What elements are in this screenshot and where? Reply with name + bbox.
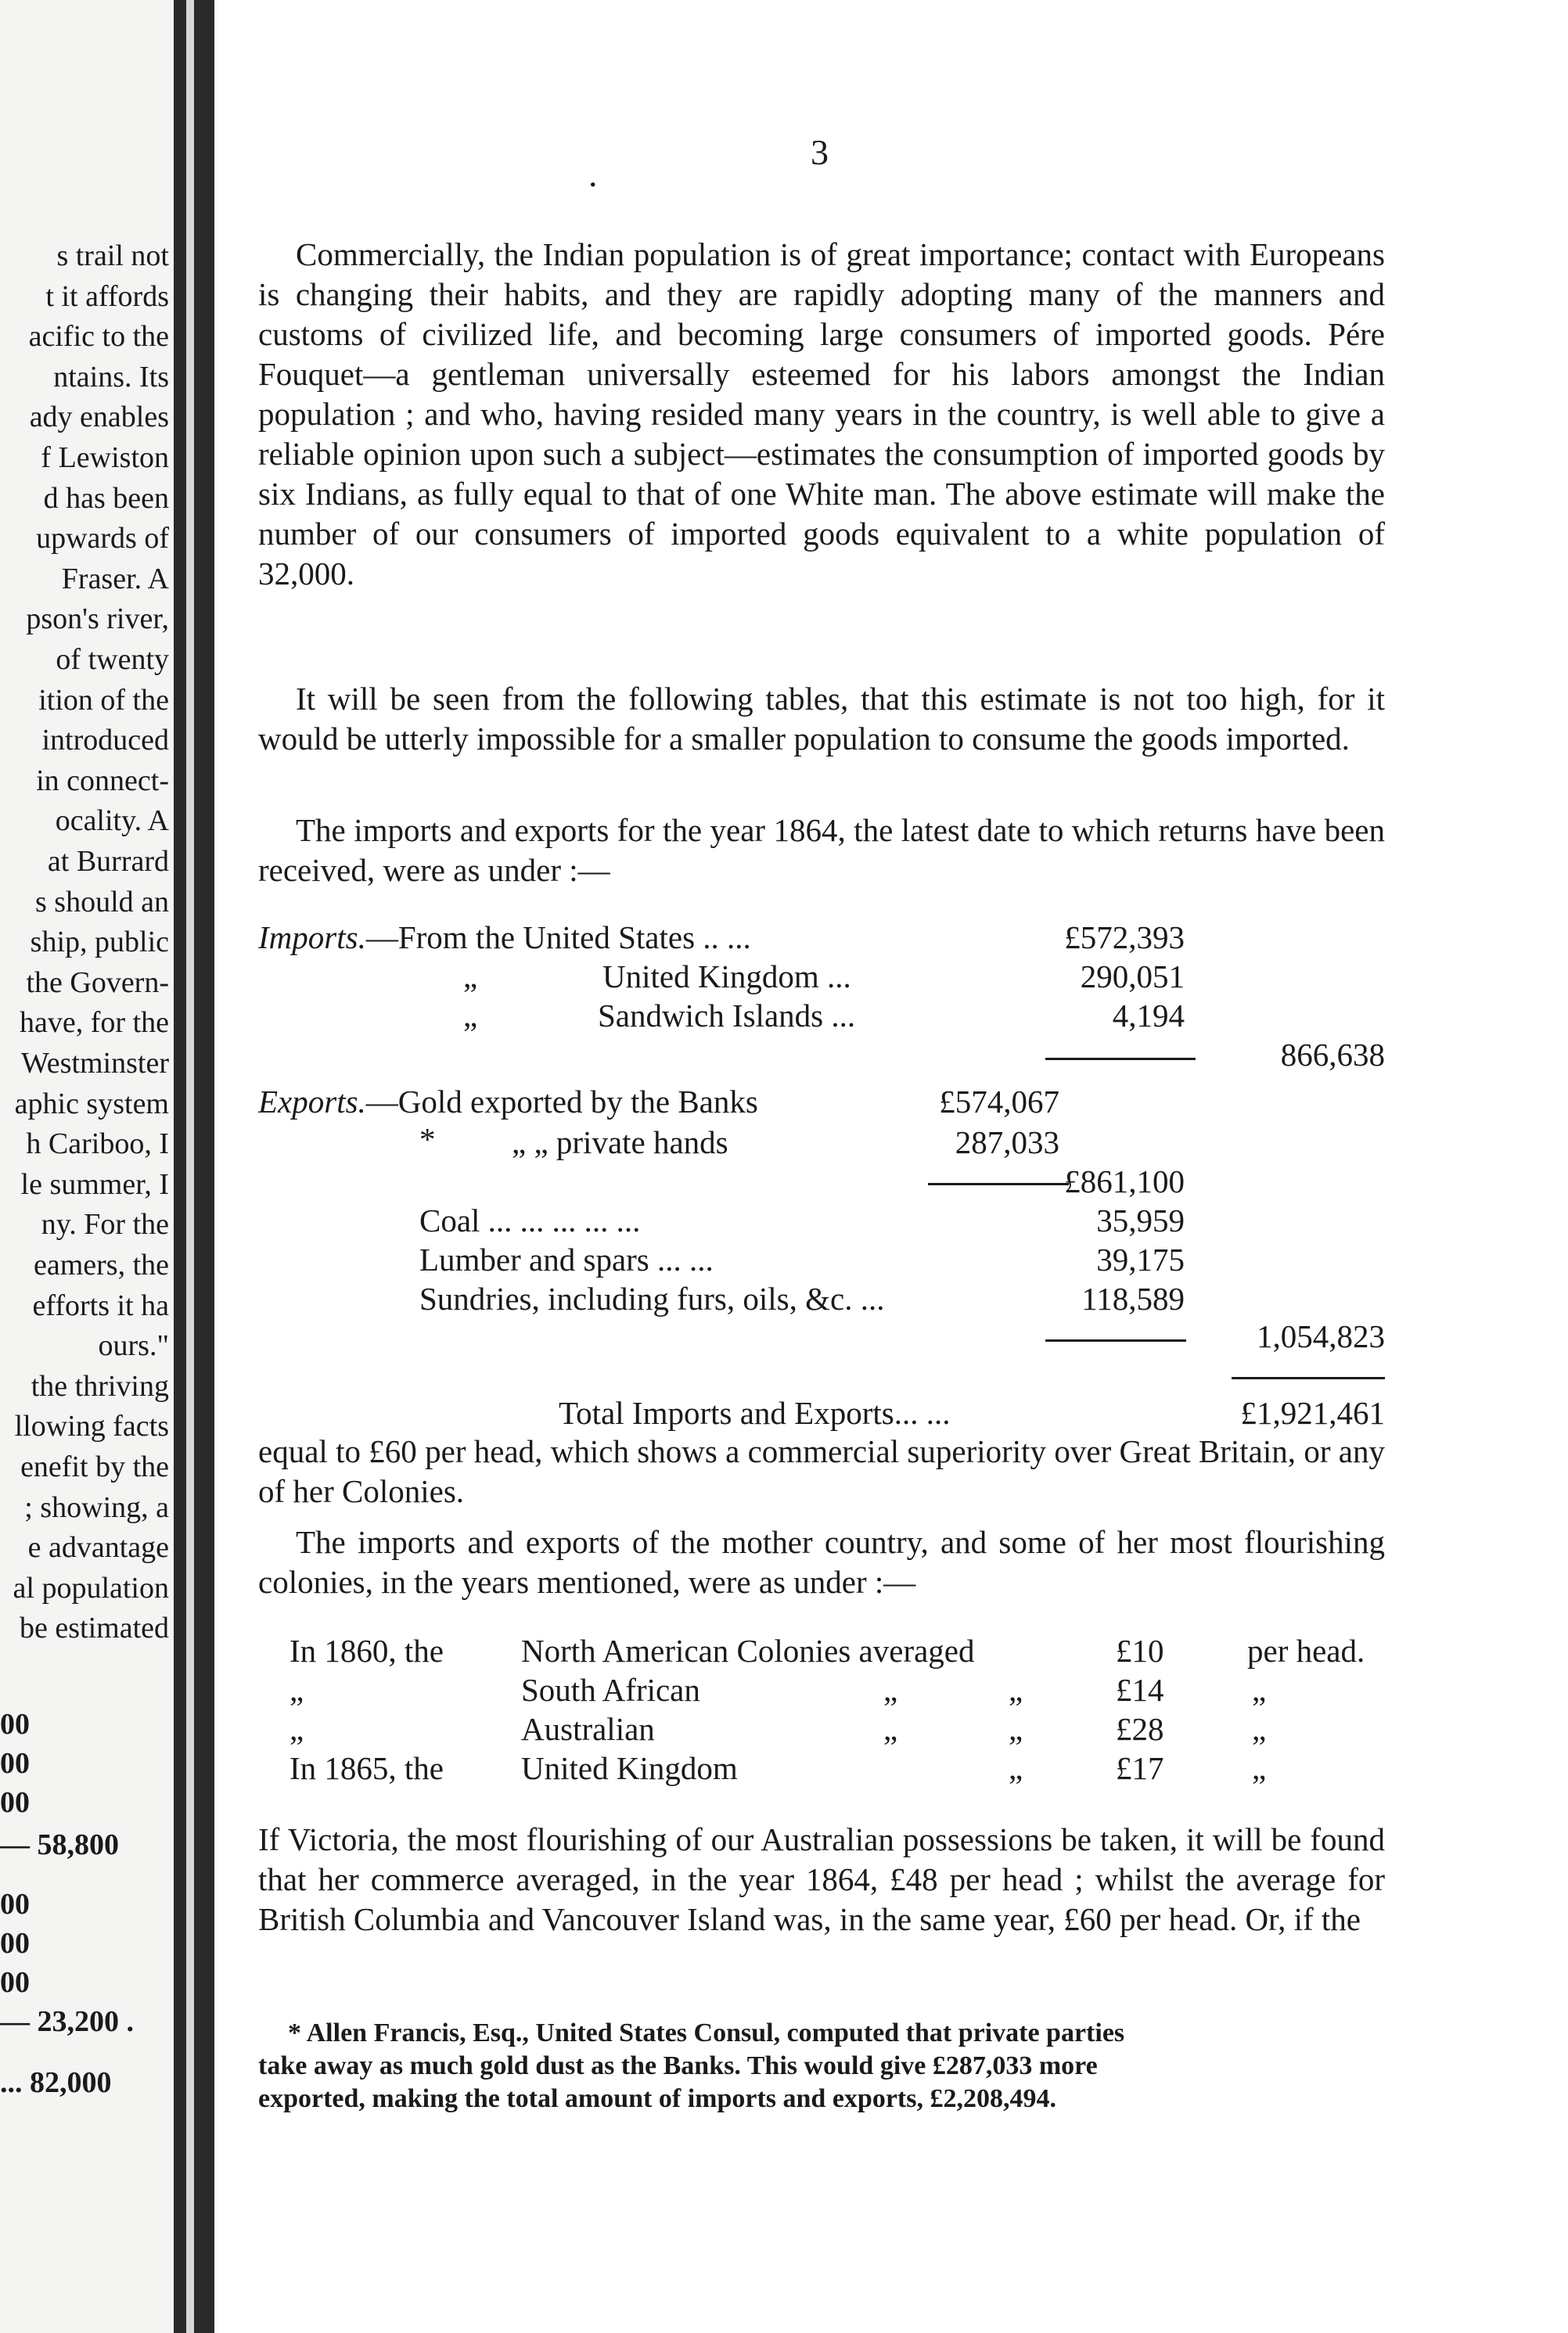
comparison-cell-b: United Kingdom — [521, 1750, 738, 1786]
adjacent-page-line: s should an — [35, 885, 169, 918]
exports-total: 1,054,823 — [1257, 1318, 1385, 1354]
paragraph-3 — [258, 811, 1385, 890]
paragraph-5 — [258, 1522, 1385, 1602]
footnote-line-2: take away as much gold dust as the Banks. This would give £287,033 more — [258, 2051, 1098, 2080]
paragraph-2 — [258, 679, 1385, 759]
imports-rule — [1045, 1058, 1196, 1060]
adjacent-page-number: 00 — [0, 1966, 30, 1999]
adjacent-page-line: aphic system — [14, 1087, 169, 1120]
paragraph-1-text: Commercially, the Indian population is of great importance; contact with Europeans is changing their habits, and they are rapidly adopting many of the manners and customs of civilized life, and becoming large consumers of imported goods. Pére Fouquet—a gentleman universally esteemed for his labors amongst the Indian population ; and who, having resided many years in the country, is well able to give a reliable opinion upon such a subject—estimates the consumption of imported goods by six Indians, as fully equal to that of one White man. The above estimate will make the number of our consumers of imported goods equivalent to a white population of 32,000. — [258, 236, 1385, 591]
adjacent-page-line: acific to the — [28, 320, 169, 354]
stray-dot: . — [588, 154, 598, 194]
adjacent-page-line: al population — [13, 1571, 169, 1605]
adjacent-page-line: at Burrard — [47, 845, 169, 878]
exports-sundries-desc: Sundries, including furs, oils, &c. ... — [419, 1281, 885, 1317]
adjacent-page-line: h Cariboo, I — [26, 1127, 169, 1161]
grand-total-label: Total Imports and Exports... ... — [559, 1395, 951, 1431]
spine-highlight — [186, 0, 194, 2333]
comparison-cell-a: „ — [290, 1672, 304, 1708]
exports-subtotal: £861,100 — [1064, 1163, 1185, 1199]
adjacent-page-line: ocality. A — [55, 804, 169, 838]
page-number: 3 — [811, 132, 829, 172]
comparison-cell-c: „ — [883, 1672, 898, 1708]
adjacent-page-fragment — [0, 0, 174, 2333]
adjacent-page-line: efforts it ha — [32, 1289, 169, 1322]
adjacent-page-line: le summer, I — [20, 1167, 169, 1201]
adjacent-page-line: of twenty — [56, 643, 169, 676]
adjacent-page-line: introduced — [41, 724, 169, 757]
adjacent-page-number: 00 — [0, 1708, 30, 1741]
adjacent-page-line: ady enables — [29, 401, 169, 434]
footnote-line-3: exported, making the total amount of imports and exports, £2,208,494. — [258, 2084, 1056, 2113]
adjacent-page-line: be estimated — [20, 1612, 169, 1645]
comparison-cell-c: „ — [883, 1711, 898, 1747]
adjacent-page-line: t it affords — [45, 279, 169, 313]
imports-row-2-desc: United Kingdom ... — [602, 958, 851, 994]
adjacent-page-line: ours." — [98, 1329, 169, 1363]
comparison-cell-e: £10 — [1116, 1633, 1164, 1669]
comparison-cell-d: „ — [1009, 1672, 1023, 1708]
adjacent-page-line: ship, public — [30, 926, 169, 959]
comparison-cell-b: Australian — [521, 1711, 655, 1747]
imports-label: Imports. — [258, 919, 366, 955]
comparison-cell-f: per head. — [1247, 1633, 1365, 1669]
paragraph-6: If Victoria, the most flourishing of our Australian possessions be taken, it will be found that her commerce averaged, in the year 1864, £48 per head ; whilst the average for British Columbia and Vancouver Island was, in the same year, £60 per head. Or, if the — [258, 1821, 1385, 1937]
exports-rule — [1045, 1339, 1186, 1342]
adjacent-page-line: d has been — [43, 481, 169, 515]
adjacent-page-number: — 58,800 — [0, 1828, 119, 1861]
adjacent-page-line: f Lewiston — [41, 441, 169, 474]
adjacent-page-line: pson's river, — [26, 602, 169, 636]
adjacent-page-line: Westminster — [20, 1047, 169, 1080]
footnote-marker: * — [419, 1121, 436, 1157]
ditto-mark: „ — [463, 998, 478, 1033]
adjacent-page-line: enefit by the — [20, 1450, 169, 1483]
paragraph-1 — [258, 235, 1385, 594]
page — [214, 0, 1568, 2333]
exports-coal-desc: Coal ... ... ... ... ... — [419, 1202, 641, 1238]
ditto-mark: „ — [463, 958, 478, 994]
grand-total-value: £1,921,461 — [1240, 1395, 1385, 1431]
footnote-line-1: * Allen Francis, Esq., United States Consul, computed that private parties — [288, 2018, 1125, 2047]
adjacent-page-number: 00 — [0, 1786, 30, 1819]
comparison-cell-e: £14 — [1116, 1672, 1164, 1708]
exports-label: Exports. — [258, 1084, 366, 1120]
comparison-cell-e: £17 — [1116, 1750, 1164, 1786]
adjacent-page-line: llowing facts — [14, 1410, 169, 1443]
adjacent-page-number: 00 — [0, 1747, 30, 1780]
comparison-cell-f: „ — [1252, 1750, 1267, 1786]
adjacent-page-line: ntains. Its — [53, 360, 169, 394]
adjacent-page-line: ; showing, a — [24, 1490, 169, 1524]
book-spine — [174, 0, 214, 2333]
adjacent-page-number: ... 82,000 — [0, 2066, 112, 2099]
imports-row-1 — [258, 918, 751, 956]
adjacent-page-line: the Govern- — [26, 965, 169, 999]
exports-lumber-value: 39,175 — [1096, 1242, 1185, 1278]
imports-row-3-desc: Sandwich Islands ... — [598, 998, 856, 1033]
exports-row-1-desc: —Gold exported by the Banks — [365, 1084, 758, 1120]
adjacent-page-number: 00 — [0, 1927, 30, 1960]
imports-row-1-value: £572,393 — [1064, 919, 1185, 955]
paragraph-2-text: It will be seen from the following tables, that this estimate is not too high, for it would be utterly impossible for a smaller population to consume the goods imported. — [258, 681, 1385, 757]
exports-row-1 — [258, 1083, 758, 1120]
comparison-cell-a: In 1860, the — [290, 1633, 444, 1669]
adjacent-page-number: 00 — [0, 1888, 30, 1921]
imports-row-2-value: 290,051 — [1080, 958, 1185, 994]
comparison-cell-d: „ — [1009, 1711, 1023, 1747]
exports-coal-value: 35,959 — [1096, 1202, 1185, 1238]
imports-row-3-value: 4,194 — [1112, 998, 1185, 1033]
adjacent-page-number: — 23,200 . — [0, 2005, 134, 2038]
comparison-cell-b: North American Colonies averaged — [521, 1633, 975, 1669]
comparison-cell-f: „ — [1252, 1711, 1267, 1747]
adjacent-page-line: Fraser. A — [61, 562, 169, 595]
paragraph-3-text: The imports and exports for the year 1864, the latest date to which returns have been received, were as under :— — [258, 812, 1385, 888]
comparison-cell-b: South African — [521, 1672, 700, 1708]
exports-sundries-value: 118,589 — [1081, 1281, 1185, 1317]
adjacent-page-line: upwards of — [36, 522, 169, 555]
adjacent-page-line: in connect- — [36, 764, 169, 797]
paragraph-4: equal to £60 per head, which shows a commercial superiority over Great Britain, or any of her Colonies. — [258, 1433, 1385, 1509]
adjacent-page-line: ny. For the — [41, 1208, 169, 1242]
adjacent-page-line: ition of the — [38, 683, 169, 717]
comparison-cell-a: „ — [290, 1711, 304, 1747]
exports-row-1-value: £574,067 — [939, 1084, 1059, 1120]
comparison-cell-a: In 1865, the — [290, 1750, 444, 1786]
exports-row-2-value: 287,033 — [955, 1124, 1059, 1160]
grand-total-rule — [1232, 1377, 1385, 1379]
adjacent-page-line: the thriving — [31, 1369, 169, 1403]
imports-total: 866,638 — [1280, 1037, 1385, 1073]
imports-row-1-desc: —From the United States .. ... — [365, 919, 751, 955]
comparison-cell-d: „ — [1009, 1750, 1023, 1786]
comparison-cell-e: £28 — [1116, 1711, 1164, 1747]
paragraph-5-text: The imports and exports of the mother country, and some of her most flourishing colonies, in the years mentioned, were as under :— — [258, 1524, 1385, 1600]
adjacent-page-line: s trail not — [56, 239, 169, 272]
exports-lumber-desc: Lumber and spars ... ... — [419, 1242, 714, 1278]
comparison-cell-f: „ — [1252, 1672, 1267, 1708]
adjacent-page-line: have, for the — [20, 1006, 169, 1040]
adjacent-page-line: eamers, the — [33, 1249, 169, 1282]
exports-row-2-desc: „ „ private hands — [512, 1124, 728, 1160]
adjacent-page-line: e advantage — [27, 1531, 169, 1565]
